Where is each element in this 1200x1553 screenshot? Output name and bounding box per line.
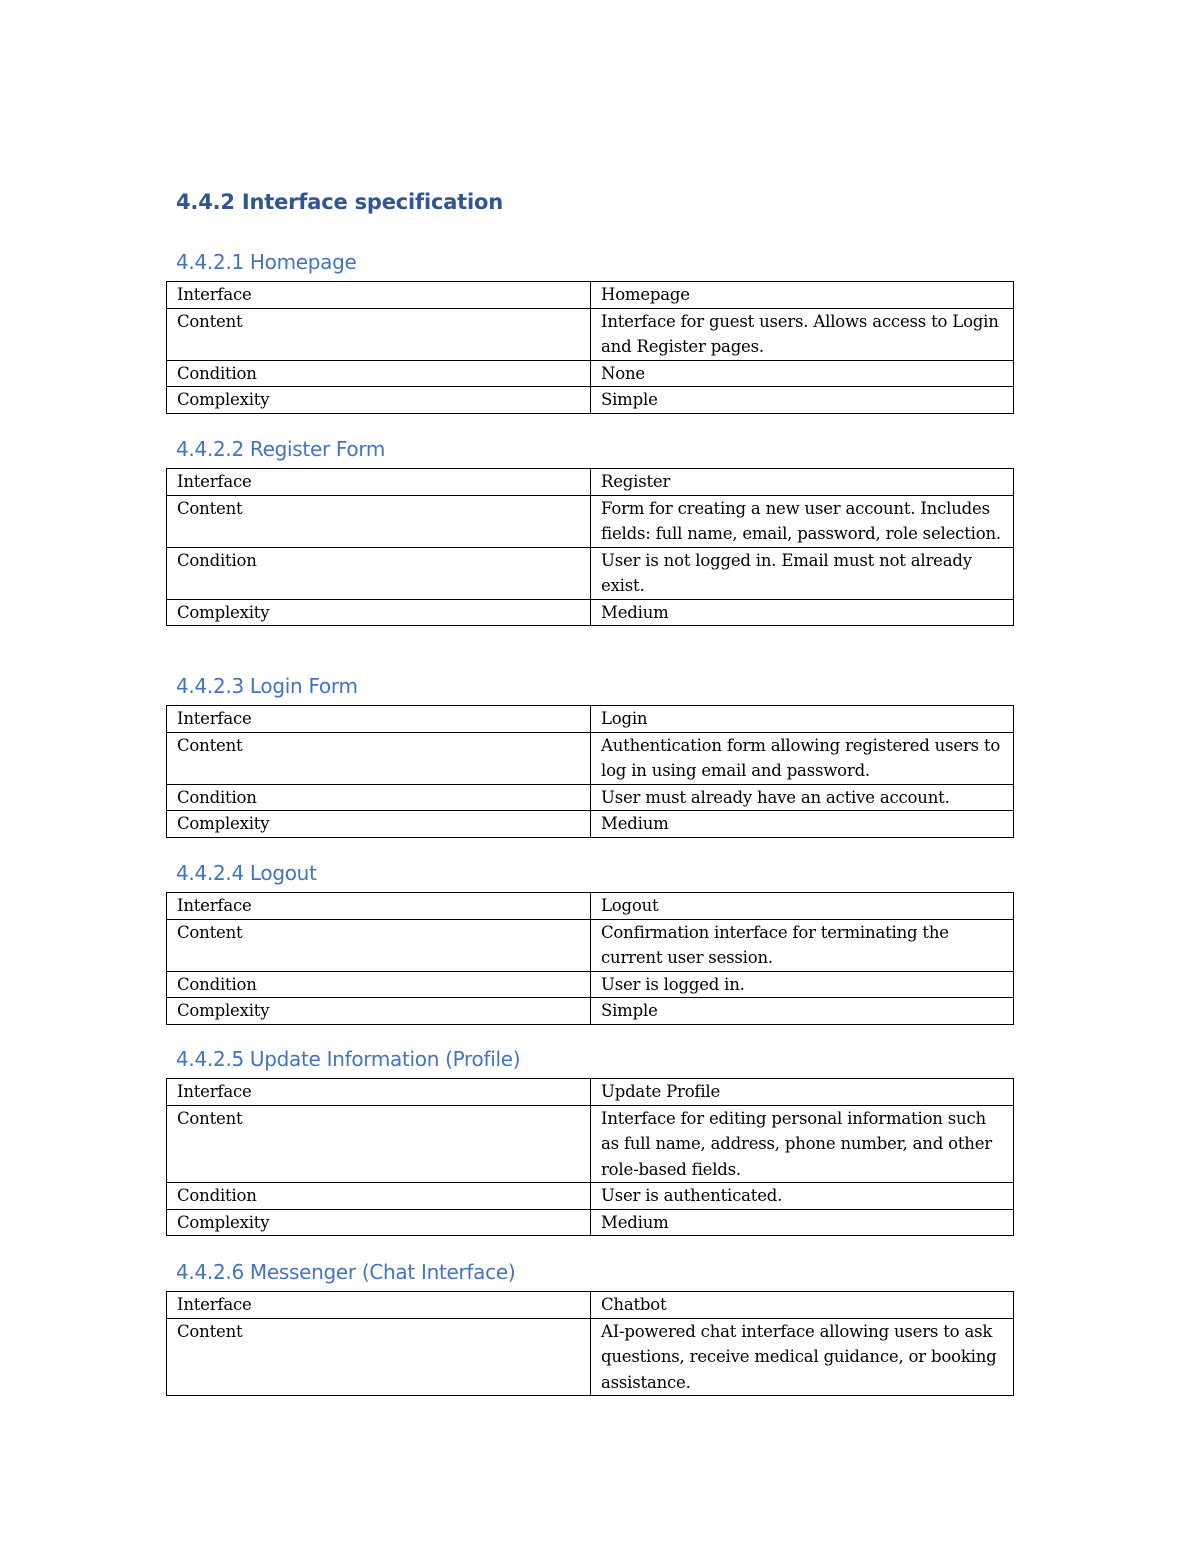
spec-section-register-form [166, 433, 1014, 626]
section-heading: 4.4.2.4 Logout [176, 861, 317, 885]
row-value: Authentication form allowing registered users to log in using email and password. [591, 732, 1014, 784]
table-row [167, 706, 1014, 733]
table-row [167, 360, 1014, 387]
table-row [167, 599, 1014, 626]
section-heading: 4.4.2.2 Register Form [176, 437, 386, 461]
spec-section-messenger [166, 1256, 1014, 1396]
row-value: User is authenticated. [591, 1183, 1014, 1210]
row-label: Interface [167, 706, 591, 733]
row-label: Condition [167, 547, 591, 599]
row-value: Interface for guest users. Allows access to Login and Register pages. [591, 308, 1014, 360]
table-row [167, 1105, 1014, 1183]
row-value: Register [591, 469, 1014, 496]
table-row [167, 998, 1014, 1025]
table-row [167, 811, 1014, 838]
row-value: Homepage [591, 282, 1014, 309]
table-row [167, 1318, 1014, 1396]
spec-section-update-profile [166, 1043, 1014, 1236]
row-label: Interface [167, 1292, 591, 1319]
spec-table [166, 892, 1014, 1025]
spec-table [166, 705, 1014, 838]
row-label: Content [167, 495, 591, 547]
table-row [167, 919, 1014, 971]
row-label: Content [167, 308, 591, 360]
table-row [167, 1209, 1014, 1236]
spec-section-logout [166, 857, 1014, 1025]
table-row [167, 282, 1014, 309]
row-label: Condition [167, 1183, 591, 1210]
section-title: 4.4.2 Interface specification [176, 190, 504, 214]
row-label: Condition [167, 971, 591, 998]
row-label: Content [167, 732, 591, 784]
row-label: Interface [167, 282, 591, 309]
row-label: Complexity [167, 998, 591, 1025]
spec-table [166, 1078, 1014, 1236]
row-label: Condition [167, 784, 591, 811]
row-label: Interface [167, 469, 591, 496]
row-value: User is not logged in. Email must not already exist. [591, 547, 1014, 599]
row-label: Interface [167, 1079, 591, 1106]
spec-table [166, 281, 1014, 414]
table-row [167, 1079, 1014, 1106]
row-value: Medium [591, 811, 1014, 838]
row-label: Complexity [167, 1209, 591, 1236]
row-label: Content [167, 1318, 591, 1396]
row-value: AI-powered chat interface allowing users to ask questions, receive medical guidance, or booking assistance. [591, 1318, 1014, 1396]
row-value: Medium [591, 1209, 1014, 1236]
row-label: Content [167, 1105, 591, 1183]
section-heading: 4.4.2.6 Messenger (Chat Interface) [176, 1260, 516, 1284]
table-row [167, 387, 1014, 414]
spec-table [166, 1291, 1014, 1396]
spec-section-homepage [166, 246, 1014, 414]
row-value: Logout [591, 893, 1014, 920]
table-row [167, 732, 1014, 784]
table-row [167, 547, 1014, 599]
row-value: Interface for editing personal information such as full name, address, phone number, and other role-based fields. [591, 1105, 1014, 1183]
section-heading: 4.4.2.5 Update Information (Profile) [176, 1047, 521, 1071]
row-value: Simple [591, 387, 1014, 414]
section-heading: 4.4.2.1 Homepage [176, 250, 357, 274]
row-label: Complexity [167, 811, 591, 838]
table-row [167, 495, 1014, 547]
table-row [167, 784, 1014, 811]
section-heading: 4.4.2.3 Login Form [176, 674, 358, 698]
row-value: Form for creating a new user account. Includes fields: full name, email, password, role selection. [591, 495, 1014, 547]
row-label: Interface [167, 893, 591, 920]
row-label: Content [167, 919, 591, 971]
row-value: Update Profile [591, 1079, 1014, 1106]
table-row [167, 1183, 1014, 1210]
row-label: Complexity [167, 599, 591, 626]
table-row [167, 469, 1014, 496]
row-value: Chatbot [591, 1292, 1014, 1319]
row-value: None [591, 360, 1014, 387]
row-value: Simple [591, 998, 1014, 1025]
row-value: Confirmation interface for terminating the current user session. [591, 919, 1014, 971]
table-row [167, 308, 1014, 360]
table-row [167, 971, 1014, 998]
spec-section-login-form [166, 670, 1014, 838]
row-label: Complexity [167, 387, 591, 414]
row-value: User is logged in. [591, 971, 1014, 998]
table-row [167, 893, 1014, 920]
spec-table [166, 468, 1014, 626]
row-value: Login [591, 706, 1014, 733]
row-value: Medium [591, 599, 1014, 626]
row-label: Condition [167, 360, 591, 387]
table-row [167, 1292, 1014, 1319]
row-value: User must already have an active account. [591, 784, 1014, 811]
